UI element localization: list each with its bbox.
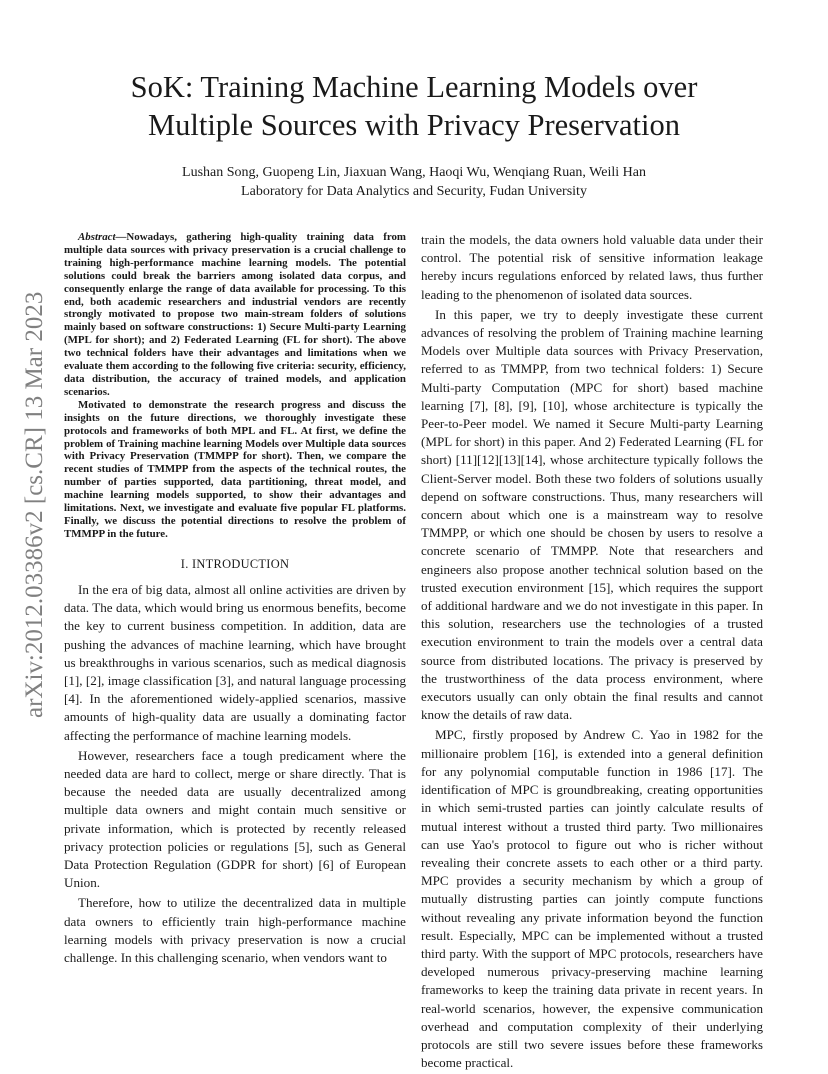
left-paragraph-1: In the era of big data, almost all online activities are driven by data. The data, which would bring us enormous benefits, become the key to current business competition. In addition, data are pushing the advances of machine learning, which have brought us breakthroughs in various scenarios, such as medical diagnosis [1], [2], image classification [3], and natural language processing [4]. In the aforementioned widely-applied scenarios, massive amounts of high-quality data are usually a dominating factor affecting the performance of machine learning models. <box>64 581 406 743</box>
abstract-label: Abstract <box>78 231 116 243</box>
title-line-1: SoK: Training Machine Learning Models over <box>130 70 698 104</box>
abstract-paragraph-1 <box>64 231 406 399</box>
section-heading-introduction: I. INTRODUCTION <box>180 556 290 571</box>
right-paragraph-3: MPC, firstly proposed by Andrew C. Yao in 1982 for the millionaire problem [16], is extended into a general definition for any polynomial computable function in 1986 [17]. The identification of MPC is groundbreaking, creating opportunities in which semi-trusted parties can jointly calculate results of mutual interest without a trusted third party. Two millionaires can use Yao's protocol to figure out who is richer without revealing their concrete assets to each other or a third party. MPC provides a security mechanism by which a group of mutually distrusting parties can jointly compute functions without revealing any private information beyond the function result. Especially, MPC can be implemented without a trusted third party. With the support of MPC protocols, researchers have developed numerous privacy-preserving machine learning frameworks to keep the training data private in recent years. In real-world scenarios, however, the expensive communication overhead and computation complexity of their underlying protocols are still two severe issues before these frameworks become practical. <box>421 727 763 1071</box>
abstract <box>64 231 406 541</box>
left-paragraph-2: However, researchers face a tough predicament where the needed data are hard to collect, merge or share directly. That is because the needed data are usually decentralized among multiple data owners and might contain much sensitive or private information, which is protected by recently released privacy protection policies or regulations [5], such as General Data Protection Regulation (GDPR for short) [6] of European Union. <box>64 747 406 891</box>
arxiv-identifier: arXiv:2012.03386v2 [cs.CR] 13 Mar 2023 <box>21 291 48 719</box>
author-list: Lushan Song, Guopeng Lin, Jiaxuan Wang, Haoqi Wu, Wenqiang Ruan, Weili Han <box>182 165 646 180</box>
left-column <box>64 231 406 969</box>
abstract-text-1: —Nowadays, gathering high-quality training data from multiple data sources with privacy preservation is a crucial challenge to training high-performance machine learning models. The potential solutions could break the barriers among isolated data corpus, and consequently enlarge the range of data available for processing. To this end, both academic researchers and industrial vendors are recently strongly motivated to propose two main-stream folders of solutions mainly based on software constructions: 1) Secure Multi-party Learning (MPL for short); and 2) Federated Learning (FL for short). The above two technical folders have their advantages and limitations when we evaluate them according to the following five criteria: security, efficiency, data distribution, the accuracy of trained models, and application scenarios. <box>64 231 406 398</box>
abstract-paragraph-2: Motivated to demonstrate the research progress and discuss the insights on the future directions, we thoroughly investigate these protocols and frameworks of both MPL and FL. At first, we define the problem of Training machine learning Models over Multiple data sources with Privacy Preservation (TMMPP for short). Then, we compare the recent studies of TMMPP from the aspects of the technical routes, the number of parties supported, data partitioning, threat model, and machine learning models supported, to show their advantages and limitations. Next, we investigate and evaluate five popular FL platforms. Finally, we discuss the potential directions to resolve the problem of TMMPP in the future. <box>64 398 406 540</box>
right-paragraph-1: train the models, the data owners hold valuable data under their control. The potential risk of sensitive information leakage hereby incurs regulations enforced by related laws, thus further leading to the phenomenon of isolated data sources. <box>421 232 763 302</box>
title-line-2: Multiple Sources with Privacy Preservation <box>148 108 680 142</box>
left-paragraph-3: Therefore, how to utilize the decentralized data in multiple data owners to efficiently train high-performance machine learning models with privacy preservation is now a crucial challenge. In this challenging scenario, when vendors want to <box>64 895 406 966</box>
right-column <box>421 231 763 1074</box>
paper-title <box>90 68 738 144</box>
affiliation: Laboratory for Data Analytics and Security, Fudan University <box>241 184 587 199</box>
right-paragraph-2: In this paper, we try to deeply investigate these current advances of resolving the problem of Training machine learning Models over Multiple data sources with Privacy Preservation, referred to as TMMPP, from two technical folders: 1) Secure Multi-party Computation (MPC for short) based machine learning [7], [8], [9], [10], whose architecture is typically the Peer-to-Peer model. We named it Secure Multi-party Learning (MPL for short) in this paper. And 2) Federated Learning (FL for short) [11][12][13][14], whose architecture typically follows the Client-Server model. Both these two folders of solutions usually depend on software constructions. Thus, many researchers will concern about which one is a mainstream way to resolve TMMPP, or which one should be chosen by users to resolve a concrete scenario of TMMPP. Note that researchers and engineers also propose another technical solution based on the trusted execution environment [15], which requires the support of additional hardware and we do not investigate in this paper. In this solution, researchers use the technologies of a trusted execution environment to train the models over a central data source from distributed locations. The privacy is preserved by the trustworthiness of the data process environment, where executors usually can only obtain the final results and cannot know the details of raw data. <box>421 306 763 723</box>
author-block <box>90 163 738 201</box>
